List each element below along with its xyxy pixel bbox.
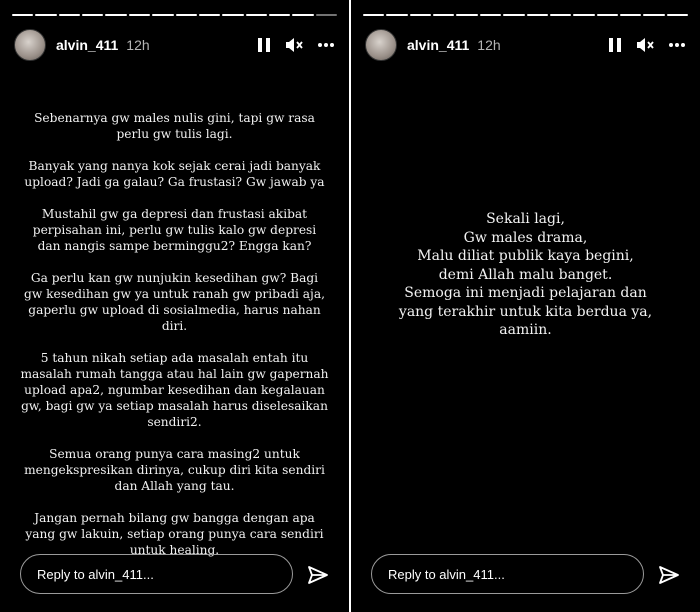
story-paragraph: Semua orang punya cara masing2 untuk mengekspresikan dirinya, cukup diri kita sendiri dan Allah yang tau. <box>24 447 325 493</box>
progress-segment <box>152 14 173 16</box>
username[interactable]: alvin_411 <box>56 37 119 53</box>
story-header <box>14 28 335 62</box>
progress-segment <box>620 14 641 16</box>
story-paragraph: 5 tahun nikah setiap ada masalah entah itu masalah rumah tangga atau hal lain gw gapernah upload apa2, ngumbar kesedihan dan kegalauan gw, bagi gw ya setiap masalah harus diselesaikan sendiri2. <box>20 351 329 429</box>
more-icon[interactable] <box>668 42 686 48</box>
pause-icon[interactable] <box>608 37 622 53</box>
progress-segment <box>503 14 524 16</box>
progress-segment <box>129 14 150 16</box>
progress-segment <box>573 14 594 16</box>
story-progress-bar <box>363 14 688 16</box>
story-header <box>365 28 686 62</box>
progress-segment <box>105 14 126 16</box>
story-paragraph: Banyak yang nanya kok sejak cerai jadi banyak upload? Jadi ga galau? Ga frustasi? Gw jawab ya <box>24 159 325 189</box>
post-time: 12h <box>126 37 150 53</box>
story-line: demi Allah malu banget. <box>438 266 613 283</box>
avatar[interactable] <box>14 29 46 61</box>
story-text <box>371 210 680 340</box>
progress-segment <box>59 14 80 16</box>
progress-segment <box>12 14 33 16</box>
progress-segment <box>292 14 313 16</box>
avatar[interactable] <box>365 29 397 61</box>
progress-segment <box>667 14 688 16</box>
progress-segment <box>597 14 618 16</box>
story-text <box>20 110 329 574</box>
progress-segment <box>386 14 407 16</box>
story-paragraph: Mustahil gw ga depresi dan frustasi akibat perpisahan ini, perlu gw tulis kalo gw depresi dan nangis sampe berminggu2? Engga kan? <box>32 207 317 253</box>
send-icon[interactable] <box>658 564 680 586</box>
progress-segment <box>410 14 431 16</box>
mute-icon[interactable] <box>285 37 303 53</box>
story-paragraph: Ga perlu kan gw nunjukin kesedihan gw? Bagi gw kesedihan gw ya untuk ranah gw pribadi aja, gaperlu gw upload di sosialmedia, harus nahan diri. <box>24 271 325 333</box>
more-icon[interactable] <box>317 42 335 48</box>
progress-segment <box>550 14 571 16</box>
username[interactable]: alvin_411 <box>407 37 470 53</box>
progress-segment <box>480 14 501 16</box>
mute-icon[interactable] <box>636 37 654 53</box>
story-line: Sekali lagi, <box>486 211 565 227</box>
progress-segment <box>222 14 243 16</box>
progress-segment <box>176 14 197 16</box>
progress-segment <box>316 14 337 16</box>
progress-segment <box>433 14 454 16</box>
progress-segment <box>456 14 477 16</box>
story-panel-right <box>351 0 700 612</box>
story-line: Malu diliat publik kaya begini, <box>417 248 634 264</box>
pause-icon[interactable] <box>257 37 271 53</box>
story-panel-left <box>0 0 349 612</box>
progress-segment <box>35 14 56 16</box>
story-line: yang terakhir untuk kita berdua ya, <box>398 303 653 320</box>
story-paragraph: Jangan pernah bilang gw bangga dengan apa yang gw lakuin, setiap orang punya cara sendiri untuk healing. <box>25 511 324 557</box>
progress-segment <box>246 14 267 16</box>
post-time: 12h <box>477 37 501 53</box>
reply-input[interactable]: Reply to alvin_411... <box>371 554 644 594</box>
progress-segment <box>269 14 290 16</box>
story-line: Semoga ini menjadi pelajaran dan <box>404 285 647 301</box>
progress-segment <box>527 14 548 16</box>
progress-segment <box>643 14 664 16</box>
reply-input[interactable]: Reply to alvin_411... <box>20 554 293 594</box>
progress-segment <box>199 14 220 16</box>
progress-segment <box>82 14 103 16</box>
send-icon[interactable] <box>307 564 329 586</box>
story-paragraph: Sebenarnya gw males nulis gini, tapi gw rasa perlu gw tulis lagi. <box>34 111 315 141</box>
story-progress-bar <box>12 14 337 16</box>
story-line: Gw males drama, <box>463 229 588 246</box>
progress-segment <box>363 14 384 16</box>
story-line: aamiin. <box>499 322 552 338</box>
